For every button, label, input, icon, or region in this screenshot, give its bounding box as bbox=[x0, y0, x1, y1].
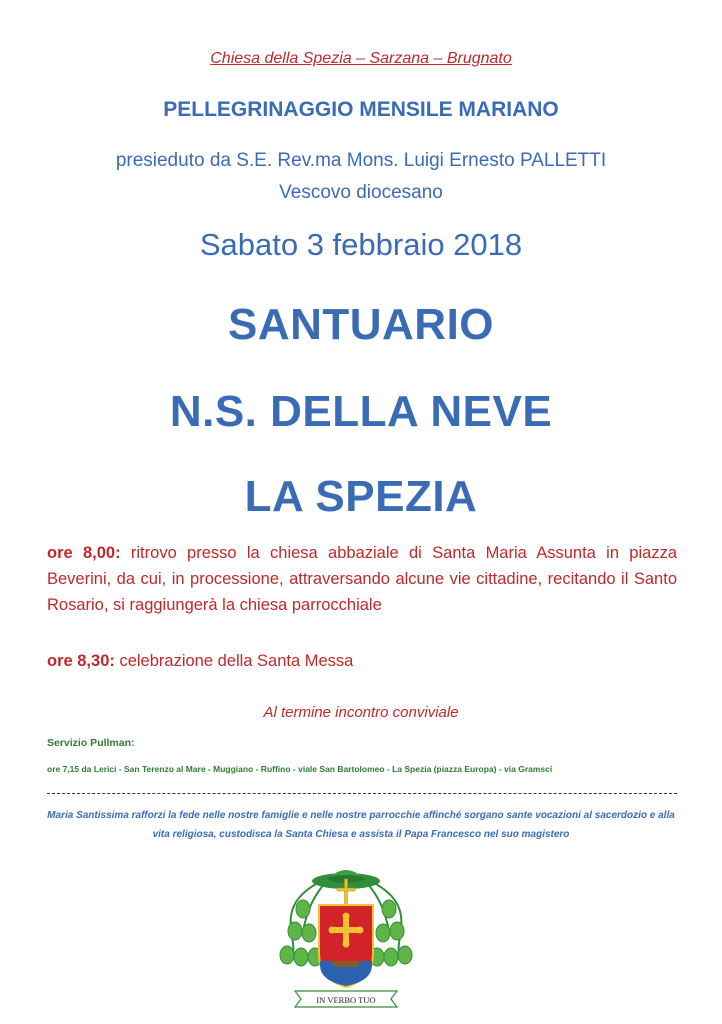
conviviale-note: Al termine incontro conviviale bbox=[263, 704, 459, 721]
bishop-role: Vescovo diocesano bbox=[279, 182, 443, 203]
schedule-item-2 bbox=[47, 650, 677, 672]
schedule-time-2: ore 8,30: bbox=[47, 652, 115, 670]
event-date: Sabato 3 febbraio 2018 bbox=[199, 227, 523, 262]
motto-text: IN VERBO TUO bbox=[316, 995, 376, 1005]
shield-icon bbox=[319, 905, 373, 987]
schedule-text-1: ritrovo presso la chiesa abbaziale di Santa Maria Assunta in piazza Beverini, da cui, in processione, attraversando alcune vie cittadine, recitando il Santo Rosario, si raggiungerà la chiesa parrocchiale bbox=[47, 544, 677, 614]
schedule-item-1 bbox=[47, 540, 677, 618]
pullman-route: ore 7,15 da Lerici - San Terenzo al Mare - Muggiano - Ruffino - viale San Bartolomeo - La Spezia (piazza Europa) - via Gramsci bbox=[47, 764, 553, 774]
schedule-text-2: celebrazione della Santa Messa bbox=[114, 652, 354, 670]
presided-by: presieduto da S.E. Rev.ma Mons. Luigi Ernesto PALLETTI bbox=[115, 150, 607, 171]
event-title: PELLEGRINAGGIO MENSILE MARIANO bbox=[163, 98, 559, 121]
venue-line-3: LA SPEZIA bbox=[244, 472, 478, 521]
pullman-heading: Servizio Pullman: bbox=[47, 737, 135, 749]
divider bbox=[47, 793, 677, 794]
schedule-time-1: ore 8,00: bbox=[47, 544, 121, 562]
motto-ribbon bbox=[295, 991, 397, 1007]
prayer-text: Maria Santissima rafforzi la fede nelle nostre famiglie e nelle nostre parrocchie affinché sorgano sante vocazioni al sacerdozio e alla vita religiosa, custodisca la Santa Chiesa e assista il Papa Francesco nel suo magistero bbox=[47, 810, 675, 840]
venue-line-2: N.S. DELLA NEVE bbox=[169, 387, 553, 436]
venue-line-1: SANTUARIO bbox=[227, 300, 495, 349]
diocese-line: Chiesa della Spezia – Sarzana – Brugnato bbox=[210, 50, 512, 67]
bishop-coat-of-arms bbox=[273, 861, 419, 1009]
